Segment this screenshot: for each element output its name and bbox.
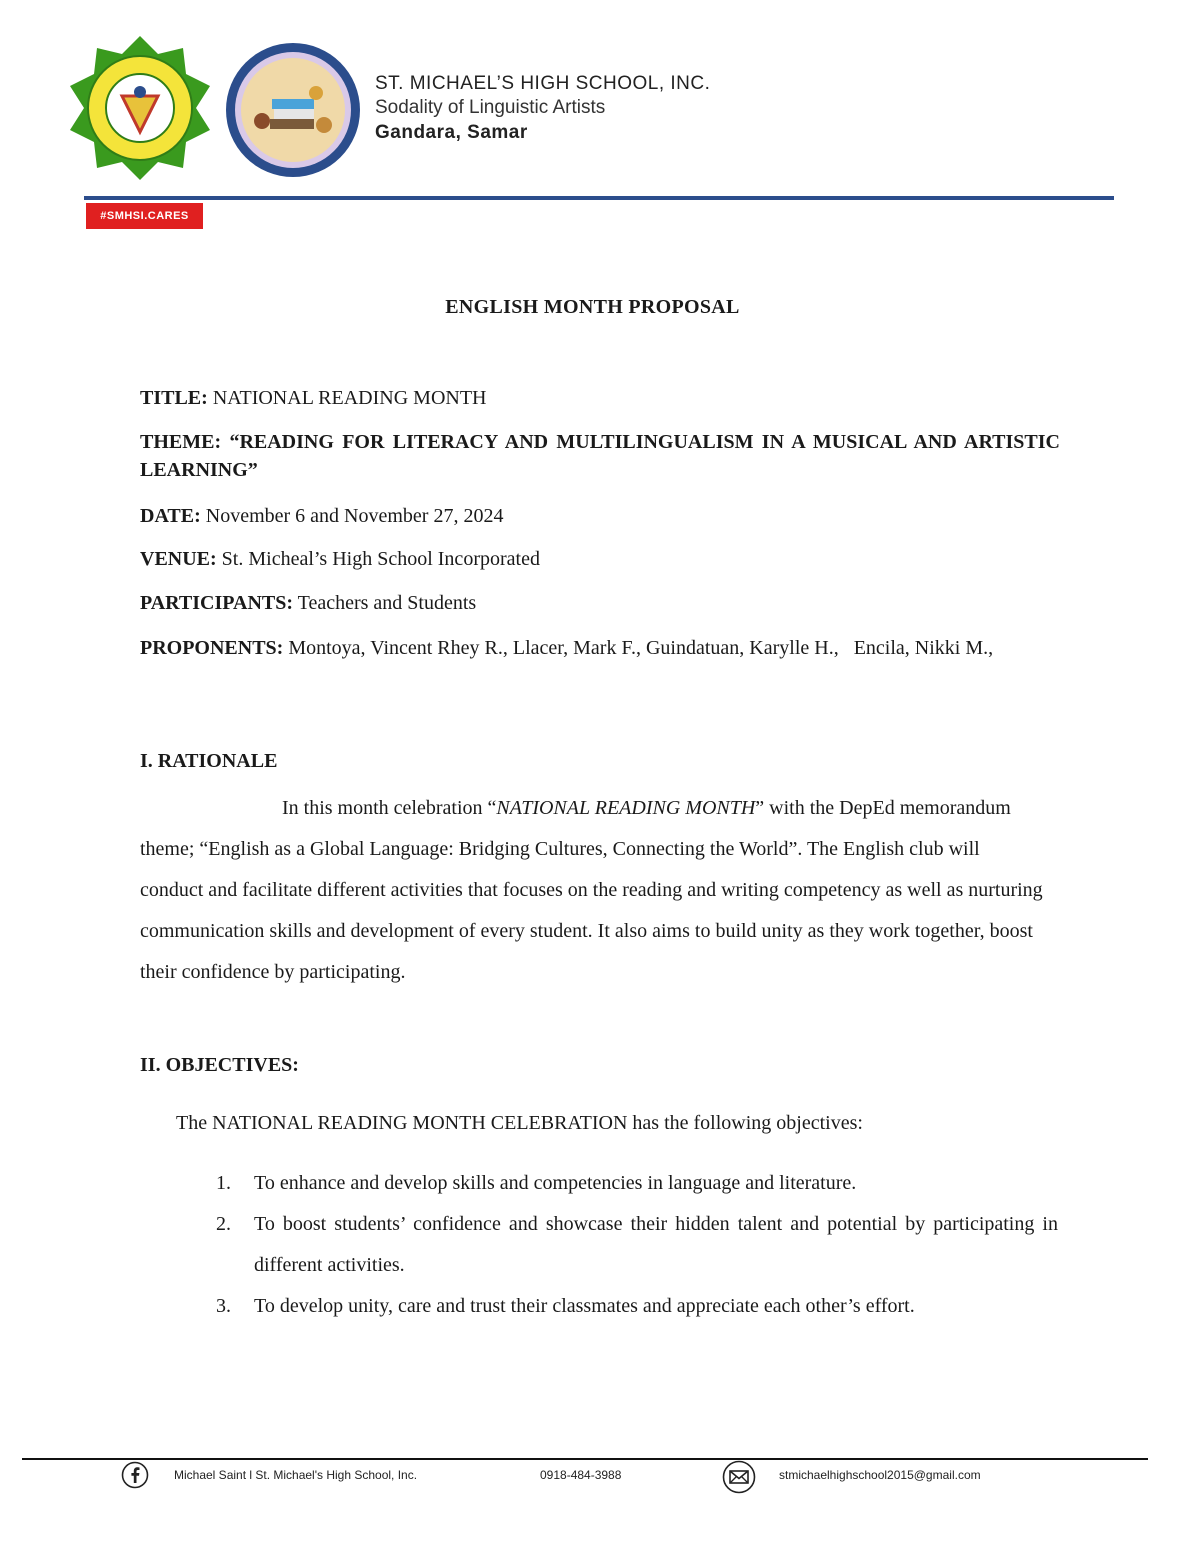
rationale-heading: I. RATIONALE bbox=[140, 750, 278, 772]
objective-text: To boost students’ confidence and showcase their hidden talent and potential by participating in different activities. bbox=[254, 1213, 1058, 1276]
club-seal-logo bbox=[224, 41, 362, 179]
field-title-value: NATIONAL READING MONTH bbox=[212, 387, 487, 409]
field-proponents bbox=[140, 634, 1055, 662]
field-venue-label: VENUE: bbox=[140, 548, 217, 570]
objectives-list bbox=[216, 1163, 1058, 1327]
field-date bbox=[140, 502, 1060, 530]
school-name: ST. MICHAEL’S HIGH SCHOOL, INC. bbox=[375, 73, 711, 94]
footer-divider bbox=[22, 1458, 1148, 1460]
rationale-paragraph bbox=[140, 788, 1045, 993]
objective-item bbox=[216, 1286, 1058, 1327]
school-location: Gandara, Samar bbox=[375, 122, 528, 143]
objective-item bbox=[216, 1204, 1058, 1286]
objective-text: To develop unity, care and trust their classmates and appreciate each other’s effort. bbox=[254, 1295, 915, 1317]
field-proponents-value: Montoya, Vincent Rhey R., Llacer, Mark F., Guindatuan, Karylle H., Encila, Nikki M., bbox=[288, 637, 994, 659]
field-theme-value: “READING FOR LITERACY AND MULTILINGUALISM IN A MUSICAL AND ARTISTIC LEARNING” bbox=[140, 431, 1060, 481]
objectives-intro: The NATIONAL READING MONTH CELEBRATION has the following objectives: bbox=[176, 1112, 863, 1134]
field-venue-value: St. Micheal’s High School Incorporated bbox=[221, 548, 540, 570]
objectives-heading: II. OBJECTIVES: bbox=[140, 1054, 299, 1076]
footer-phone: 0918-484-3988 bbox=[540, 1468, 622, 1482]
field-venue bbox=[140, 545, 1060, 573]
field-date-label: DATE: bbox=[140, 505, 201, 527]
field-theme-label: THEME: bbox=[140, 431, 222, 453]
rationale-text-italic: NATIONAL READING MONTH bbox=[496, 797, 756, 819]
objective-text: To enhance and develop skills and competencies in language and literature. bbox=[254, 1172, 857, 1194]
footer-email[interactable]: stmichaelhighschool2015@gmail.com bbox=[779, 1468, 981, 1482]
facebook-icon bbox=[121, 1461, 149, 1489]
field-proponents-label: PROPONENTS: bbox=[140, 637, 284, 659]
organization-name: Sodality of Linguistic Artists bbox=[375, 97, 606, 118]
document-title: ENGLISH MONTH PROPOSAL bbox=[445, 296, 740, 318]
field-participants-value: Teachers and Students bbox=[297, 592, 477, 614]
school-seal-logo bbox=[66, 34, 214, 182]
field-title-label: TITLE: bbox=[140, 387, 208, 409]
rationale-text-rest: ” with the DepEd memorandum theme; “English as a Global Language: Bridging Cultures, Connecting the World”. The English club will conduct and facilitate different activities that focuses on the reading and writing competency as well as nurturing communication skills and development of every student. It also aims to build unity as they work together, boost their confidence by participating. bbox=[140, 797, 1043, 983]
field-date-value: November 6 and November 27, 2024 bbox=[205, 505, 504, 527]
field-title bbox=[140, 384, 1060, 412]
field-participants bbox=[140, 589, 1060, 617]
footer-facebook-name[interactable]: Michael Saint l St. Michael's High School, Inc. bbox=[174, 1468, 418, 1482]
objective-number: 1. bbox=[216, 1172, 231, 1194]
field-theme bbox=[140, 428, 1060, 484]
objective-number: 3. bbox=[216, 1295, 231, 1317]
mail-icon bbox=[722, 1460, 756, 1494]
rationale-text-start: In this month celebration “ bbox=[282, 797, 497, 819]
field-participants-label: PARTICIPANTS: bbox=[140, 592, 294, 614]
objective-number: 2. bbox=[216, 1213, 231, 1235]
hashtag-badge: #SMHSI.CARES bbox=[86, 203, 203, 229]
header-divider bbox=[84, 196, 1114, 200]
objective-item bbox=[216, 1163, 1058, 1204]
